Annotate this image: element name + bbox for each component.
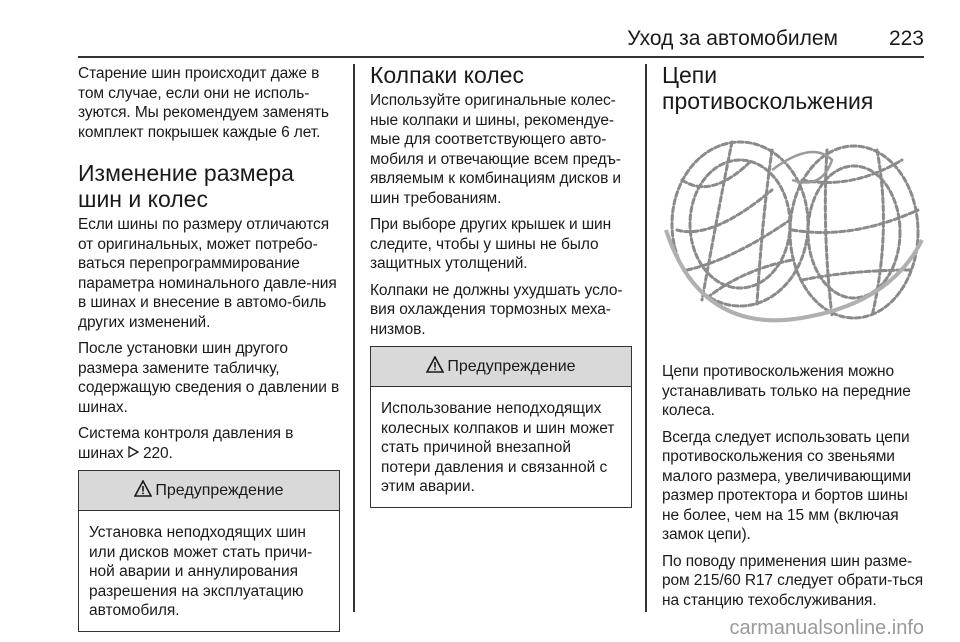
column-3: [662, 64, 926, 617]
warning-box-tires: [78, 470, 340, 632]
warning-triangle-icon: [134, 480, 155, 502]
snow-chain-image: [662, 120, 926, 342]
paragraph-tpms: [78, 424, 340, 463]
paragraph-replace-label: После установки шин другого размера замените табличку, содержащую сведения о давлении в шинах.: [78, 340, 340, 416]
warning-triangle-icon: [426, 356, 447, 378]
column-2: [370, 64, 632, 508]
warning-body: Использование неподходящих колесных колпаков и шин может стать причиной внезапной потери давления и связанной с этим аварии.: [381, 400, 615, 495]
warning-header: [371, 347, 631, 387]
column-1: [78, 64, 340, 632]
heading-snow-chains: Цепи противоскольжения: [662, 62, 874, 114]
paragraph-tire-aging: Старение шин происходит даже в том случае, если они не исполь-зуются. Мы рекомендуем заменять комплект покрышек каждые 6 лет.: [78, 65, 329, 141]
header-rule: [78, 56, 924, 58]
paragraph-covers-cooling: Колпаки не должны ухудшать усло-вия охлаждения тормозных меха-низмов.: [370, 281, 623, 338]
warning-header: [79, 471, 339, 511]
paragraph-covers-choice: При выборе других крышек и шин следите, чтобы у шины не было защитных утолщений.: [370, 216, 612, 272]
warning-title: Предупреждение: [447, 357, 576, 375]
paragraph-chains-service: По поводу применения шин разме-ром 215/60 R17 следует обрати-ться на станцию техобслуживания.: [662, 552, 924, 609]
page-header: [78, 0, 924, 56]
paragraph-resize-info: Если шины по размеру отличаются от оригинальных, может потребо-ваться перепрограммирование параметра номинального давле-ния в шинах и внесение в автомо-биль других изменений.: [78, 216, 337, 331]
tpms-text: Система контроля давления в шинах: [78, 425, 294, 462]
snow-chain-illustration: [662, 120, 926, 342]
tpms-page-link[interactable]: 220.: [142, 444, 173, 462]
warning-body: Установка неподходящих шин или дисков может стать причи-ной аварии и аннулирования разрешения на эксплуатацию автомобиля.: [89, 524, 313, 619]
watermark: carmanualsonline.info: [729, 617, 924, 639]
paragraph-chains-front: Цепи противоскольжения можно устанавливать только на передние колеса.: [662, 363, 911, 419]
heading-wheel-covers: Колпаки колес: [370, 62, 524, 88]
column-divider-2: [645, 64, 647, 612]
paragraph-covers-original: Используйте оригинальные колес-ные колпаки и шины, рекомендуе-мые для соответствующего авто-мобиля и отвечающие всем предъ-являемым к комбинациям дисков и шин требованиям.: [370, 92, 621, 207]
warning-box-covers: [370, 346, 632, 508]
page-number: 223: [888, 27, 924, 50]
running-title: Уход за автомобилем: [627, 27, 838, 50]
warning-title: Предупреждение: [155, 481, 284, 499]
reference-arrow-icon: [128, 445, 139, 462]
paragraph-chains-size: Всегда следует использовать цепи противоскольжения со звеньями малого размера, увеличивающими размер протектора и бортов шины не более, чем на 15 мм (включая замок цепи).: [662, 428, 912, 543]
heading-tire-resize: Изменение размера шин и колес: [78, 160, 294, 212]
column-divider-1: [353, 64, 355, 612]
